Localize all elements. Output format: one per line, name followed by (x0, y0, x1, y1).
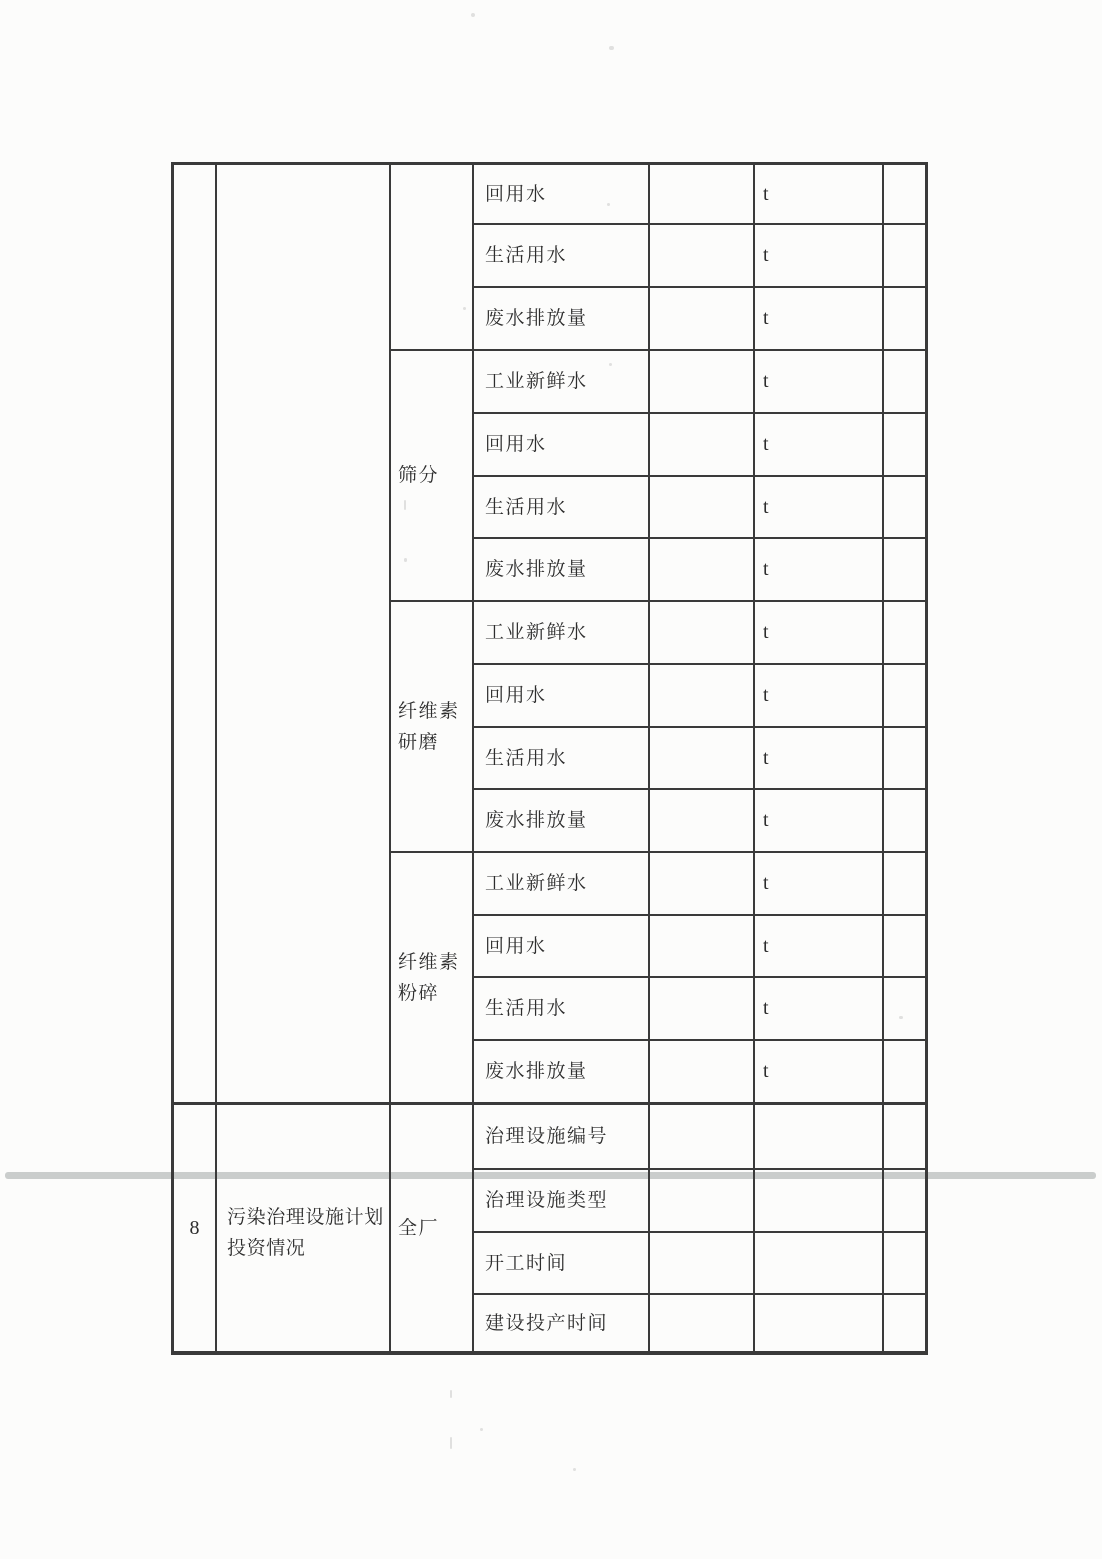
end-cell (884, 414, 928, 477)
item-label-cell: 建设投产时间 (474, 1295, 650, 1355)
unit-cell: t (755, 414, 884, 477)
process-group-cell: 纤维素粉碎 (391, 853, 474, 1105)
unit-cell (755, 1170, 884, 1233)
value-cell (650, 978, 755, 1041)
process-group-cell (391, 162, 474, 351)
value-cell (650, 162, 755, 225)
end-cell (884, 602, 928, 665)
value-cell (650, 351, 755, 414)
unit-cell: t (755, 477, 884, 539)
item-label-cell: 开工时间 (474, 1233, 650, 1295)
value-cell (650, 790, 755, 853)
value-cell (650, 414, 755, 477)
report-table (171, 162, 928, 1355)
value-cell (650, 728, 755, 790)
value-cell (650, 1041, 755, 1105)
item-label-cell: 生活用水 (474, 728, 650, 790)
unit-cell: t (755, 665, 884, 728)
end-cell (884, 916, 928, 978)
value-cell (650, 602, 755, 665)
end-cell (884, 1170, 928, 1233)
value-cell (650, 665, 755, 728)
item-label-cell: 回用水 (474, 916, 650, 978)
unit-cell (755, 1233, 884, 1295)
value-cell (650, 1233, 755, 1295)
end-cell (884, 790, 928, 853)
value-cell (650, 1295, 755, 1355)
item-label-cell: 废水排放量 (474, 790, 650, 853)
unit-cell: t (755, 539, 884, 602)
end-cell (884, 978, 928, 1041)
value-cell (650, 853, 755, 916)
end-cell (884, 1233, 928, 1295)
end-cell (884, 477, 928, 539)
item-label-cell: 回用水 (474, 414, 650, 477)
item-label-cell: 工业新鲜水 (474, 853, 650, 916)
item-label-cell: 生活用水 (474, 978, 650, 1041)
process-group-cell: 纤维素研磨 (391, 602, 474, 853)
value-cell (650, 225, 755, 288)
end-cell (884, 539, 928, 602)
unit-cell: t (755, 1041, 884, 1105)
scan-speck (609, 46, 614, 50)
value-cell (650, 539, 755, 602)
unit-cell (755, 1295, 884, 1355)
end-cell (884, 853, 928, 916)
value-cell (650, 288, 755, 351)
item-label-cell: 回用水 (474, 162, 650, 225)
value-cell (650, 1105, 755, 1170)
process-group-cell: 全厂 (391, 1105, 474, 1355)
item-label-cell: 生活用水 (474, 477, 650, 539)
unit-cell: t (755, 978, 884, 1041)
unit-cell: t (755, 916, 884, 978)
end-cell (884, 1105, 928, 1170)
item-label-cell: 治理设施类型 (474, 1170, 650, 1233)
row-number-cell (171, 162, 217, 1105)
item-label-cell: 生活用水 (474, 225, 650, 288)
item-label-cell: 废水排放量 (474, 288, 650, 351)
unit-cell: t (755, 853, 884, 916)
item-label-cell: 工业新鲜水 (474, 602, 650, 665)
end-cell (884, 351, 928, 414)
unit-cell: t (755, 602, 884, 665)
item-label-cell: 废水排放量 (474, 539, 650, 602)
end-cell (884, 1041, 928, 1105)
category-cell: 污染治理设施计划投资情况 (217, 1105, 391, 1355)
unit-cell (755, 1105, 884, 1170)
unit-cell: t (755, 790, 884, 853)
end-cell (884, 728, 928, 790)
row-number-cell: 8 (171, 1105, 217, 1355)
category-cell (217, 162, 391, 1105)
item-label-cell: 工业新鲜水 (474, 351, 650, 414)
value-cell (650, 916, 755, 978)
unit-cell: t (755, 162, 884, 225)
end-cell (884, 162, 928, 225)
scan-speck (573, 1468, 576, 1471)
end-cell (884, 225, 928, 288)
end-cell (884, 665, 928, 728)
scan-speck (480, 1428, 483, 1431)
unit-cell: t (755, 225, 884, 288)
process-group-cell: 筛分 (391, 351, 474, 602)
value-cell (650, 477, 755, 539)
scan-speck (471, 13, 475, 17)
item-label-cell: 回用水 (474, 665, 650, 728)
item-label-cell: 废水排放量 (474, 1041, 650, 1105)
scan-speck (450, 1390, 452, 1398)
value-cell (650, 1170, 755, 1233)
unit-cell: t (755, 351, 884, 414)
end-cell (884, 288, 928, 351)
item-label-cell: 治理设施编号 (474, 1105, 650, 1170)
unit-cell: t (755, 288, 884, 351)
unit-cell: t (755, 728, 884, 790)
end-cell (884, 1295, 928, 1355)
scan-speck (450, 1437, 452, 1449)
